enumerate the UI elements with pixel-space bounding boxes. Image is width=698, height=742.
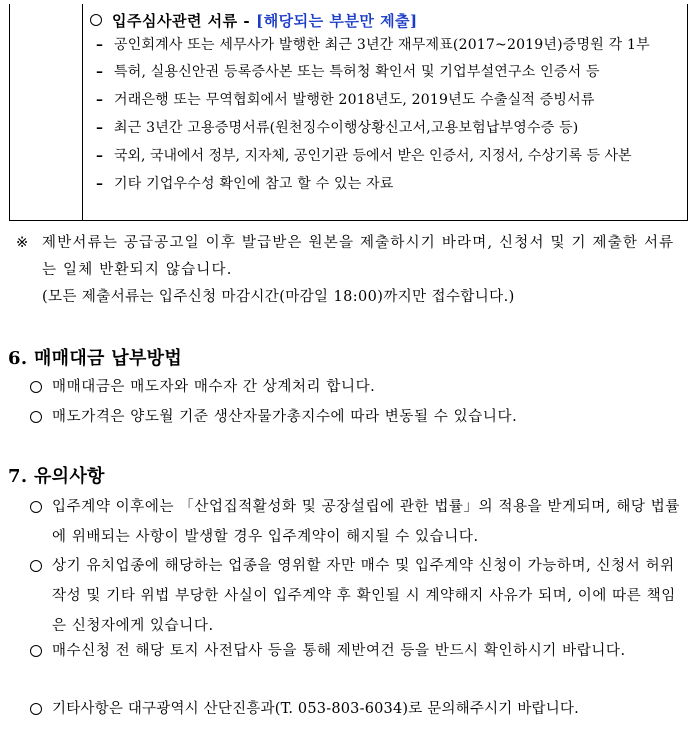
document-item <box>90 86 679 114</box>
note-text: 제반서류는 공급공고일 이후 발급받은 원본을 제출하시기 바라며, 신청서 및 기 제출한 서류는 일체 반환되지 않습니다. <box>42 235 675 278</box>
list-item-text: 매수신청 전 해당 토지 사전답사 등을 통해 제반여건 등을 반드시 확인하시기 바랍니다. <box>52 643 626 659</box>
dash-marker: – <box>96 92 104 108</box>
document-item <box>90 114 679 142</box>
document-item-text: 국외, 국내에서 정부, 지자체, 공인기관 등에서 받은 인증서, 지정서, 수상기록 등 사본 <box>114 148 632 164</box>
circle-bullet-icon <box>30 381 42 393</box>
table-content <box>90 8 679 198</box>
note-mark: ※ <box>16 235 29 251</box>
dash-marker: – <box>96 176 104 192</box>
circle-bullet-icon <box>30 501 42 513</box>
document-item <box>90 58 679 86</box>
table-heading-text: 입주심사관련 서류 - <box>112 11 251 30</box>
note-subtext: (모든 제출서류는 입주신청 마감시간(마감일 18:00)까지만 접수합니다.) <box>42 289 515 305</box>
list-item-text: 매매대금은 매도자와 매수자 간 상계처리 합니다. <box>52 379 376 395</box>
dash-marker: – <box>96 64 104 80</box>
table-heading <box>90 8 679 32</box>
document-item-text: 공인회계사 또는 세무사가 발행한 최근 3년간 재무제표(2017~2019년)증명원 각 1부 <box>114 37 650 53</box>
list-item <box>30 372 680 402</box>
dash-marker: – <box>96 148 103 164</box>
list-item <box>30 402 680 432</box>
circle-bullet-icon <box>30 411 42 423</box>
list-item <box>30 694 680 724</box>
list-item-text: 매도가격은 양도월 기준 생산자물가총지수에 따라 변동될 수 있습니다. <box>52 409 518 425</box>
section-6-title: 6. 매매대금 납부방법 <box>8 348 183 369</box>
list-item-text: 기타사항은 대구광역시 산단진흥과(T. 053-803-6034)로 문의해주시기 바랍니다. <box>52 701 579 717</box>
circle-bullet-icon <box>90 14 102 26</box>
dash-marker: – <box>96 37 104 53</box>
list-item-text: 상기 유치업종에 해당하는 업종을 영위할 자만 매수 및 입주계약 신청이 가능하며, 신청서 허위작성 및 기타 위법 부당한 사실이 입주계약 후 확인될 시 계약해지 사유가 되며, 이에 따른 책임은 신청자에게 있습니다. <box>52 558 676 634</box>
list-item <box>30 492 680 552</box>
document-item-text: 거래은행 또는 무역협회에서 발행한 2018년도, 2019년도 수출실적 증빙서류 <box>114 92 595 108</box>
submission-note <box>16 230 676 311</box>
document-item <box>90 32 679 58</box>
document-item <box>90 142 679 170</box>
section-7-title: 7. 유의사항 <box>8 466 105 487</box>
dash-marker: – <box>96 120 104 136</box>
document-item <box>90 170 679 198</box>
list-item <box>30 636 680 666</box>
list-item <box>30 551 680 641</box>
circle-bullet-icon <box>30 560 42 572</box>
document-item-text: 최근 3년간 고용증명서류(원천징수이행상황신고서,고용보험납부영수증 등) <box>114 120 579 136</box>
document-item-text: 특허, 실용신안권 등록증사본 또는 특허청 확인서 및 기업부설연구소 인증서 등 <box>114 64 600 80</box>
table-column-divider <box>82 4 83 220</box>
table-heading-highlight: [해당되는 부분만 제출] <box>256 11 418 30</box>
circle-bullet-icon <box>30 645 42 657</box>
circle-bullet-icon <box>30 703 42 715</box>
required-documents-table <box>9 4 688 221</box>
list-item-text: 입주계약 이후에는 「산업집적활성화 및 공장설립에 관한 법률」의 적용을 받게되며, 해당 법률에 위배되는 사항이 발생할 경우 입주계약이 해지될 수 있습니다. <box>52 499 680 545</box>
document-item-text: 기타 기업우수성 확인에 참고 할 수 있는 자료 <box>114 176 394 192</box>
